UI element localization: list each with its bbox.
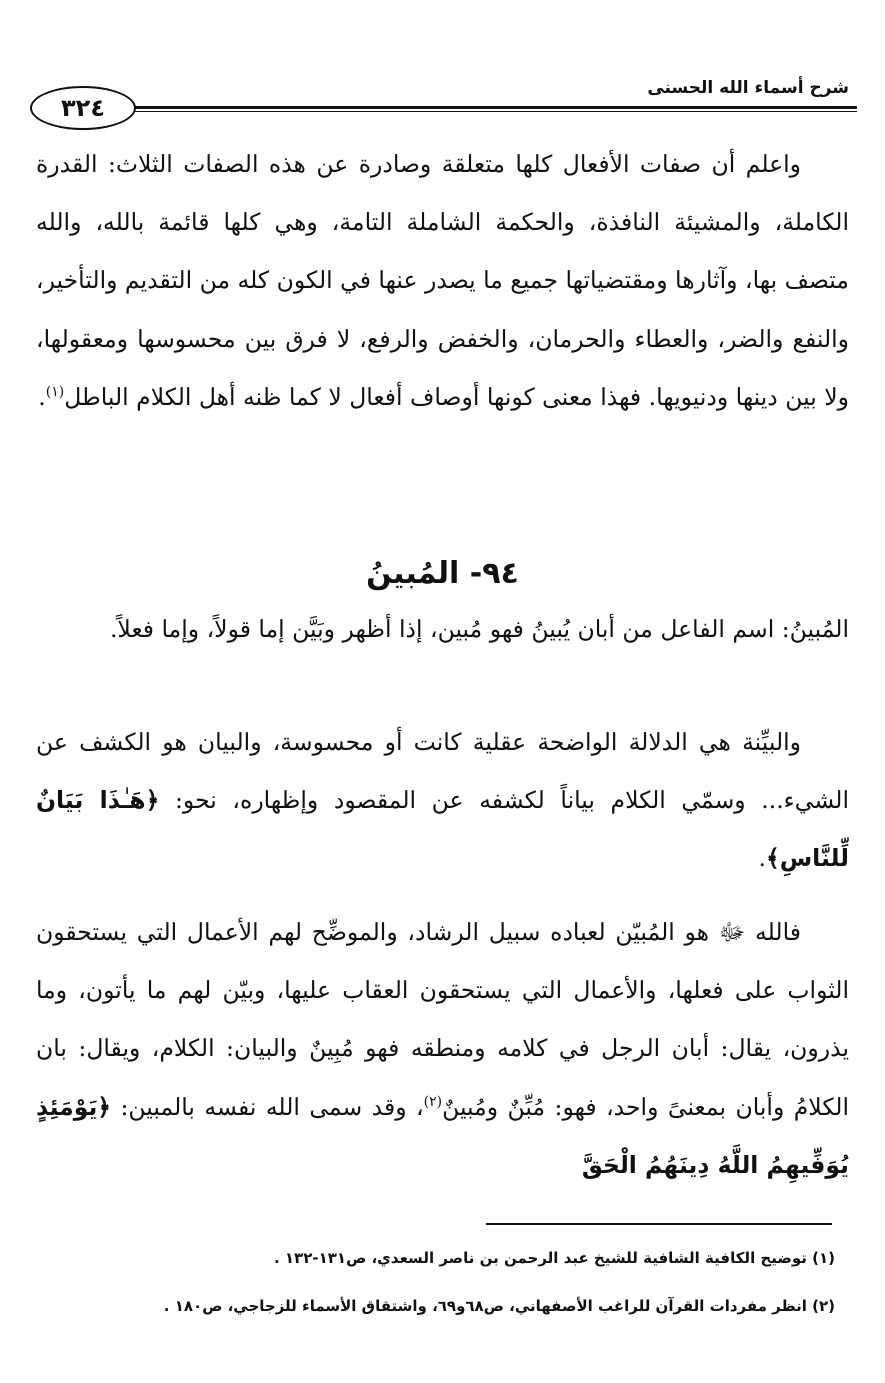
allah-section bbox=[36, 903, 849, 1194]
bayyina-section bbox=[36, 713, 849, 888]
allah-paragraph: فالله ﷻ هو المُبيّن لعباده سبيل الرشاد، والموضِّح لهم الأعمال التي يستحقون الثواب على فعلها، والأعمال التي يستحقون العقاب عليها، وبيّن لهم ما يأتون، وما يذرون، يقال: أبان الرجل في كلامه ومنطقه فهو مُبِينٌ والبيان: الكلام، ويقال: بان الكلامُ وأبان بمعنىً واحد، فهو: مُبِّنٌ ومُبينٌ$^{(٢)}$، وقد سمى الله نفسه بالمبين: ﴿يَوْمَئِذٍ يُوَفِّيهِمُ اللَّهُ دِينَهُمُ الْحَقَّ bbox=[36, 918, 849, 1179]
section-heading: ٩٤- المُبينُ bbox=[366, 556, 519, 591]
footnote-separator bbox=[486, 1223, 832, 1225]
footnote-ref-2[interactable]: (٢) bbox=[423, 1093, 443, 1110]
header-rule bbox=[130, 106, 857, 109]
page-number-badge: ٣٢٤ bbox=[30, 86, 136, 130]
page-header bbox=[30, 78, 857, 134]
footnote-1: (١) توضيح الكافية الشافية للشيخ عبد الرحمن بن ناصر السعدي، ص١٣١-١٣٢ . bbox=[273, 1249, 835, 1267]
quran-verse-1: ﴿هَـٰذَا بَيَانٌ لِّلنَّاسِ﴾ bbox=[36, 786, 849, 873]
header-rule-thin bbox=[130, 111, 857, 112]
footnotes bbox=[36, 1234, 835, 1330]
quran-verse-2: ﴿يَوْمَئِذٍ يُوَفِّيهِمُ اللَّهُ دِينَهُمُ الْحَقَّ bbox=[36, 1092, 849, 1179]
intro-paragraph: واعلم أن صفات الأفعال كلها متعلقة وصادرة عن هذه الصفات الثلاث: القدرة الكاملة، والمشيئة النافذة، والحكمة الشاملة التامة، وهي كلها قائمة بالله، والله متصف بها، وآثارها ومقتضياتها جميع ما يصدر عنها في الكون كله من التقديم والتأخير، والنفع والضر، والعطاء والحرمان، والخفض والرفع، لا فرق بين محسوسها ومعقولها، ولا بين دينها ودنيويها. فهذا معنى كونها أوصاف أفعال لا كما ظنه أهل الكلام الباطل$^{(١)}$. bbox=[36, 150, 849, 411]
footnote-2: (٢) انظر مفردات القرآن للراغب الأصفهاني، ص٦٨و٦٩، واشتقاق الأسماء للزجاجي، ص١٨٠ . bbox=[163, 1297, 835, 1315]
definition-paragraph: المُبينُ: اسم الفاعل من أبان يُبينُ فهو مُبين، إذا أظهر وبَيَّن إما قولاً، وإما فعلاً. bbox=[109, 615, 849, 643]
definition-section bbox=[36, 600, 849, 658]
intro-section bbox=[36, 135, 849, 426]
footnote-ref-1[interactable]: (١) bbox=[45, 383, 65, 400]
running-title: شرح أسماء الله الحسنى bbox=[647, 78, 849, 98]
bayyina-paragraph: والبيِّنة هي الدلالة الواضحة عقلية كانت أو محسوسة، والبيان هو الكشف عن الشيء... وسمّي الكلام بياناً لكشفه عن المقصود وإظهاره، نحو: ﴿هَـٰذَا بَيَانٌ لِّلنَّاسِ﴾. bbox=[36, 728, 849, 873]
